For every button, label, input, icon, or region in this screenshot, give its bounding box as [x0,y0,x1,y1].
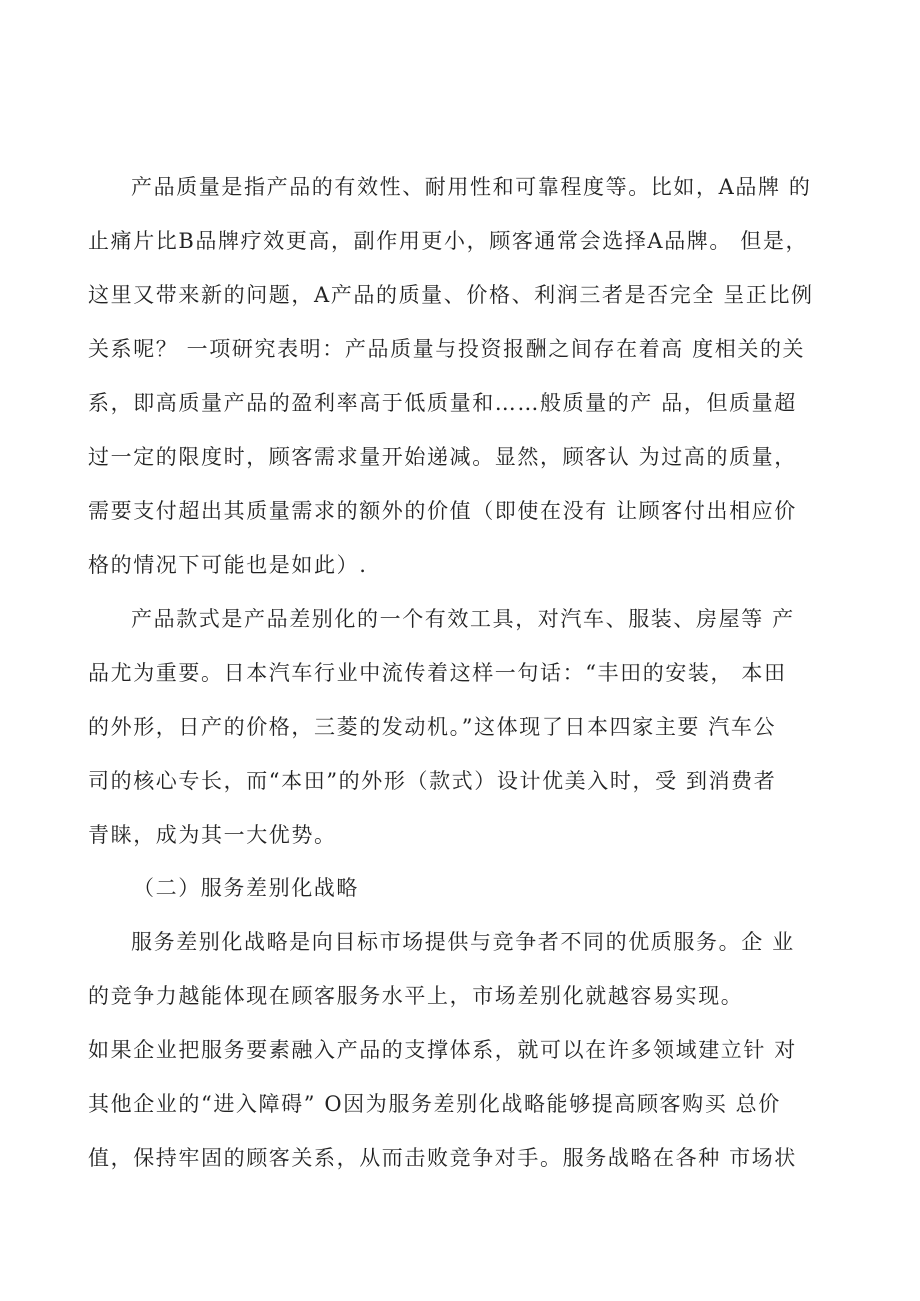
text-line: 这里又带来新的问题，A产品的质量、价格、利润三者是否完全 呈正比例 [88,283,814,307]
text-line: 格的情况下可能也是如此）. [88,553,368,577]
text-line: 服务差别化战略是向目标市场提供与竞争者不同的优质服务。企 业 [131,930,795,954]
text-line: 如果企业把服务要素融入产品的支撑体系，就可以在许多领域建立针 对 [88,1038,797,1062]
text-line: 产品质量是指产品的有效性、耐用性和可靠程度等。比如，A品牌 的 [131,175,812,199]
text-line: 青睐，成为其一大优势。 [88,823,337,847]
section-heading: （二）服务差别化战略 [133,876,359,900]
text-line: 关系呢？ 一项研究表明：产品质量与投资报酬之间存在着高 度相关的关 [88,337,806,361]
text-line: 的外形，日产的价格，三菱的发动机。”这体现了日本四家主要 汽车公 [88,715,777,739]
text-line: 需要支付超出其质量需求的额外的价值（即使在没有 让顾客付出相应价 [88,499,797,523]
text-line: 其他企业的“进入障碍” O因为服务差别化战略能够提高顾客购买 总价 [88,1092,781,1116]
text-line: 品尤为重要。日本汽车行业中流传着这样一句话：“丰田的安装， 本田 [88,661,787,685]
text-line: 司的核心专长，而“本田”的外形（款式）设计优美入时，受 到消费者 [88,769,777,793]
text-line: 止痛片比B品牌疗效更高，副作用更小，顾客通常会选择A品牌。 但是， [88,229,809,253]
text-line: 值，保持牢固的顾客关系，从而击败竞争对手。服务战略在各种 市场状 [88,1146,797,1170]
text-line: 过一定的限度时，顾客需求量开始递减。显然，顾客认 为过高的质量， [88,445,797,469]
text-line: 系，即高质量产品的盈利率高于低质量和……般质量的产 品，但质量超 [88,391,797,415]
text-line: 的竞争力越能体现在顾客服务水平上，市场差别化就越容易实现。 [88,984,744,1008]
text-line: 产品款式是产品差别化的一个有效工具，对汽车、服装、房屋等 产 [131,607,795,631]
